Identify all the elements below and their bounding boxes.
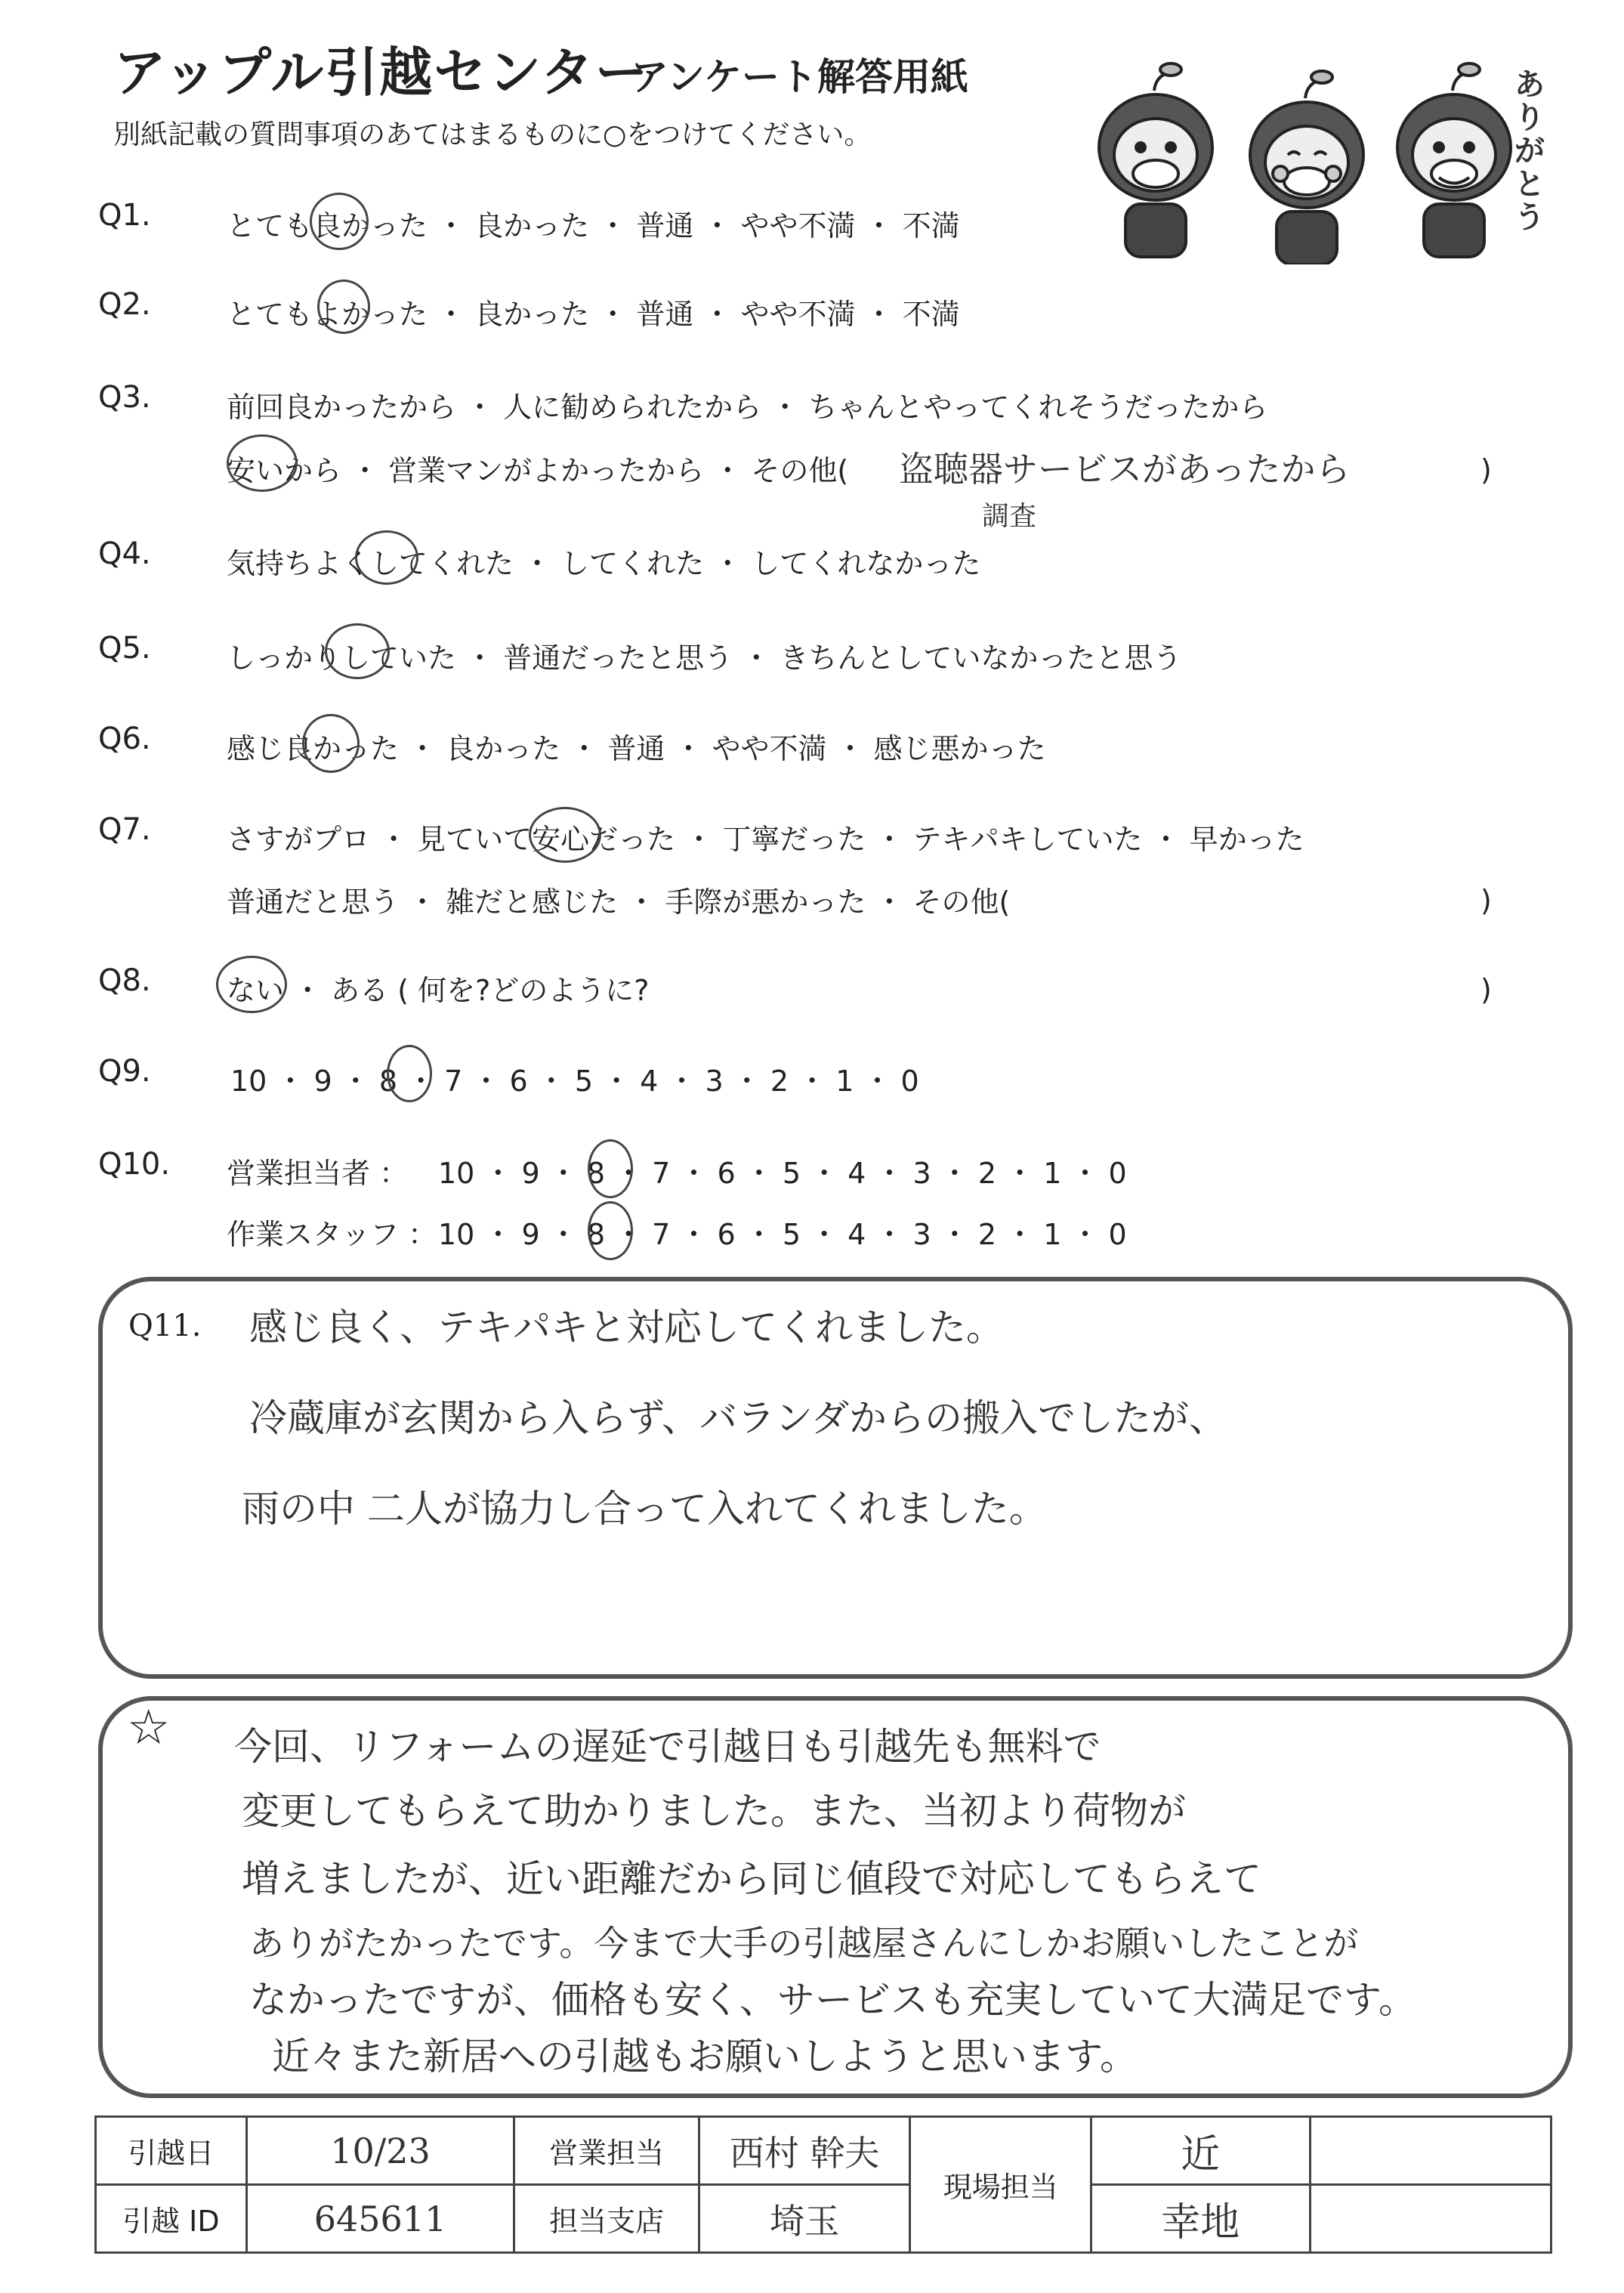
comment-line-4: ありがたかったです。今まで大手の引越屋さんにしかお願いしたことが [249,1923,1359,1964]
q2-options: とてもよかった ・ 良かった ・ 普通 ・ やや不満 ・ 不満 [227,298,960,331]
branch-label: 担当支店 [514,2185,699,2253]
site-staff-empty-2 [1310,2185,1551,2253]
site-staff-value-2: 幸地 [1091,2185,1311,2253]
q7-options-line2: 普通だと思う ・ 雑だと感じた ・ 手際が悪かった ・ その他( [227,885,1011,919]
comment-line-5: なかったですが、価格も安く、サービスも充実していて大満足です。 [249,1978,1416,2022]
comment-line-1: 今回、リフォームの遅延で引越日も引越先も無料で [234,1725,1101,1769]
comment-line-3: 増えましたが、近い距離だから同じ値段で対応してもらえて [242,1857,1261,1901]
monkey-icon-1 [1099,63,1212,257]
move-id-value: 645611 [246,2185,514,2253]
monkey-icon-2 [1250,71,1363,264]
q6-options: 感じ良かった ・ 良かった ・ 普通 ・ やや不満 ・ 感じ悪かった [227,732,1046,765]
move-date-label: 引越日 [96,2117,247,2185]
q5-options: しっかりしていた ・ 普通だったと思う ・ きちんとしていなかったと思う [227,641,1182,675]
q7-answer-circle [529,807,601,863]
sales-rep-value: 西村 幹夫 [699,2117,910,2185]
branch-value: 埼玉 [699,2185,910,2253]
monkey-mascot-illustration [1050,45,1564,264]
q9-answer-circle [387,1045,432,1102]
comment-line-2: 変更してもらえて助かりました。また、当初より荷物が [242,1789,1186,1833]
move-id-label: 引越 ID [96,2185,247,2253]
site-staff-label: 現場担当 [910,2117,1091,2253]
move-info-table [94,2115,1552,2254]
q3-close-paren: ) [1480,453,1492,487]
q5-label: Q5. [98,631,151,666]
form-subtitle: アンケート解答用紙 [631,55,968,99]
q3-options-line1: 前回良かったから ・ 人に勧められたから ・ ちゃんとやってくれそうだったから [227,391,1268,424]
q2-label: Q2. [98,287,151,322]
q6-label: Q6. [98,722,151,756]
site-staff-value-1: 近 [1091,2117,1311,2185]
q10-sales-scale: 10 ・ 9 ・ 8 ・ 7 ・ 6 ・ 5 ・ 4 ・ 3 ・ 2 ・ 1 ・ 0 [438,1157,1127,1190]
q1-answer-circle [310,193,369,250]
move-date-value: 10/23 [246,2117,514,2185]
q3-options-line2: 安いから ・ 営業マンがよかったから ・ その他( [227,454,849,487]
company-title: アップル引越センター [113,42,650,104]
q4-options: 気持ちよくしてくれた ・ してくれた ・ してくれなかった [227,547,981,580]
q1-options: とても良かった ・ 良かった ・ 普通 ・ やや不満 ・ 不満 [227,209,960,243]
q10-label: Q10. [98,1147,171,1182]
q11-label: Q11. [128,1309,202,1343]
q8-close-paren: ) [1480,973,1492,1006]
q8-answer-circle [216,956,287,1013]
q3-label: Q3. [98,380,151,415]
monkey-icon-3 [1397,63,1511,257]
q10-staff-answer-circle [588,1201,633,1260]
instruction-text: 別紙記載の質問事項のあてはまるものに○をつけてください。 [113,119,872,150]
q8-label: Q8. [98,963,151,998]
q11-answer-line-1: 感じ良く、テキパキと対応してくれました。 [249,1306,1004,1349]
q2-answer-circle [317,280,370,334]
site-staff-empty-1 [1310,2117,1551,2185]
q5-answer-circle [325,623,390,679]
q7-label: Q7. [98,812,151,847]
q11-answer-line-2: 冷蔵庫が玄関から入らず、バランダからの搬入でしたが、 [249,1396,1227,1440]
q8-options: ない ・ ある ( 何を?どのように? [227,974,650,1007]
q11-answer-line-3: 雨の中 二人が協力し合って入れてくれました。 [242,1487,1047,1531]
q4-label: Q4. [98,536,151,571]
mascot-thanks-text: ありがとう [1514,66,1545,235]
q10-staff-scale: 10 ・ 9 ・ 8 ・ 7 ・ 6 ・ 5 ・ 4 ・ 3 ・ 2 ・ 1 ・ 0 [438,1218,1127,1251]
q10-sales-answer-circle [588,1139,633,1198]
q3-answer-circle [227,434,298,492]
q3-other-answer: 盗聴器サービスがあったから [899,449,1351,490]
q9-scale: 10 ・ 9 ・ 8 ・ 7 ・ 6 ・ 5 ・ 4 ・ 3 ・ 2 ・ 1 ・ 0 [230,1065,919,1098]
q7-close-paren: ) [1480,884,1492,917]
q10-sales-label: 営業担当者 ： [227,1157,409,1190]
q1-label: Q1. [98,198,151,233]
q3-other-answer-note: 調査 [982,501,1037,532]
sales-rep-label: 営業担当 [514,2117,699,2185]
comment-line-6: 近々また新居への引越もお願いしようと思います。 [272,2035,1138,2078]
q10-staff-label: 作業スタッフ ： [227,1218,437,1251]
q4-answer-circle [355,530,418,585]
q9-label: Q9. [98,1054,151,1089]
q7-options-line1: さすがプロ ・ 見ていて安心だった ・ 丁寧だった ・ テキパキしていた ・ 早かった [227,823,1304,856]
star-icon: ☆ [127,1700,171,1756]
q6-answer-circle [302,714,360,773]
